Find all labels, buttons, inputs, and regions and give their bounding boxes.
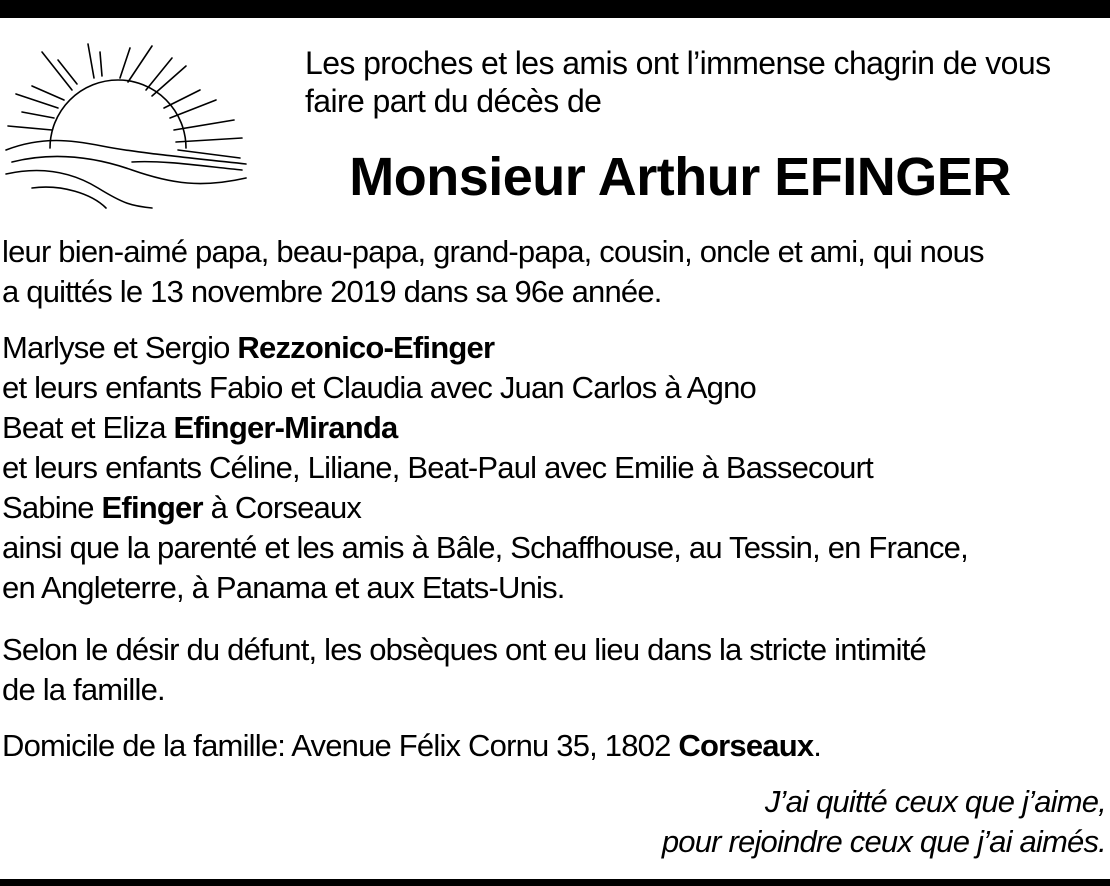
family-entry-3-surname: Efinger xyxy=(101,490,203,525)
domicile-line xyxy=(2,726,1108,766)
intro-line-1: Les proches et les amis ont l’immense chagrin de vous xyxy=(305,45,1051,81)
tribute-line-2: a quittés le 13 novembre 2019 dans sa 96e année. xyxy=(2,274,662,309)
family-entry-3-place: à Corseaux xyxy=(202,490,362,525)
relatives-line-2: en Angleterre, à Panama et aux Etats-Unis. xyxy=(2,570,565,605)
domicile-address: Domicile de la famille: Avenue Félix Cornu 35, 1802 xyxy=(2,728,679,763)
sunset-icon xyxy=(2,38,250,210)
funeral-line-1: Selon le désir du défunt, les obsèques ont eu lieu dans la stricte intimité xyxy=(2,632,926,667)
family-list xyxy=(2,328,1108,608)
quote-line-2: pour rejoindre ceux que j’ai aimés. xyxy=(661,824,1106,859)
intro-text xyxy=(305,44,1105,120)
funeral-line-2: de la famille. xyxy=(2,672,165,707)
domicile-city: Corseaux xyxy=(678,728,814,763)
family-entry-2-children: et leurs enfants Céline, Liliane, Beat-Paul avec Emilie à Bassecourt xyxy=(2,450,873,485)
closing-quote xyxy=(662,782,1106,862)
domicile-period: . xyxy=(813,728,822,763)
family-entry-1-names: Marlyse et Sergio xyxy=(2,330,238,365)
intro-line-2: faire part du décès de xyxy=(305,83,602,119)
top-rule xyxy=(0,0,1110,18)
funeral-text xyxy=(2,630,1108,710)
bottom-rule xyxy=(0,879,1110,886)
domicile-text xyxy=(2,726,1108,766)
family-entry-2-names: Beat et Eliza xyxy=(2,410,174,445)
family-entry-1-surname: Rezzonico-Efinger xyxy=(237,330,495,365)
family-entry-1-children: et leurs enfants Fabio et Claudia avec Juan Carlos à Agno xyxy=(2,370,756,405)
family-entry-2-surname: Efinger-Miranda xyxy=(173,410,398,445)
family-entry-2 xyxy=(2,408,1108,448)
relatives-line-1: ainsi que la parenté et les amis à Bâle, Schaffhouse, au Tessin, en France, xyxy=(2,530,968,565)
family-entry-1 xyxy=(2,328,1108,368)
family-entry-3 xyxy=(2,488,1108,528)
tribute-text xyxy=(2,232,1108,312)
family-entry-3-names: Sabine xyxy=(2,490,102,525)
deceased-name: Monsieur Arthur EFINGER xyxy=(349,147,1011,207)
quote-line-1: J’ai quitté ceux que j’aime, xyxy=(764,784,1106,819)
tribute-line-1: leur bien-aimé papa, beau-papa, grand-papa, cousin, oncle et ami, qui nous xyxy=(2,234,984,269)
